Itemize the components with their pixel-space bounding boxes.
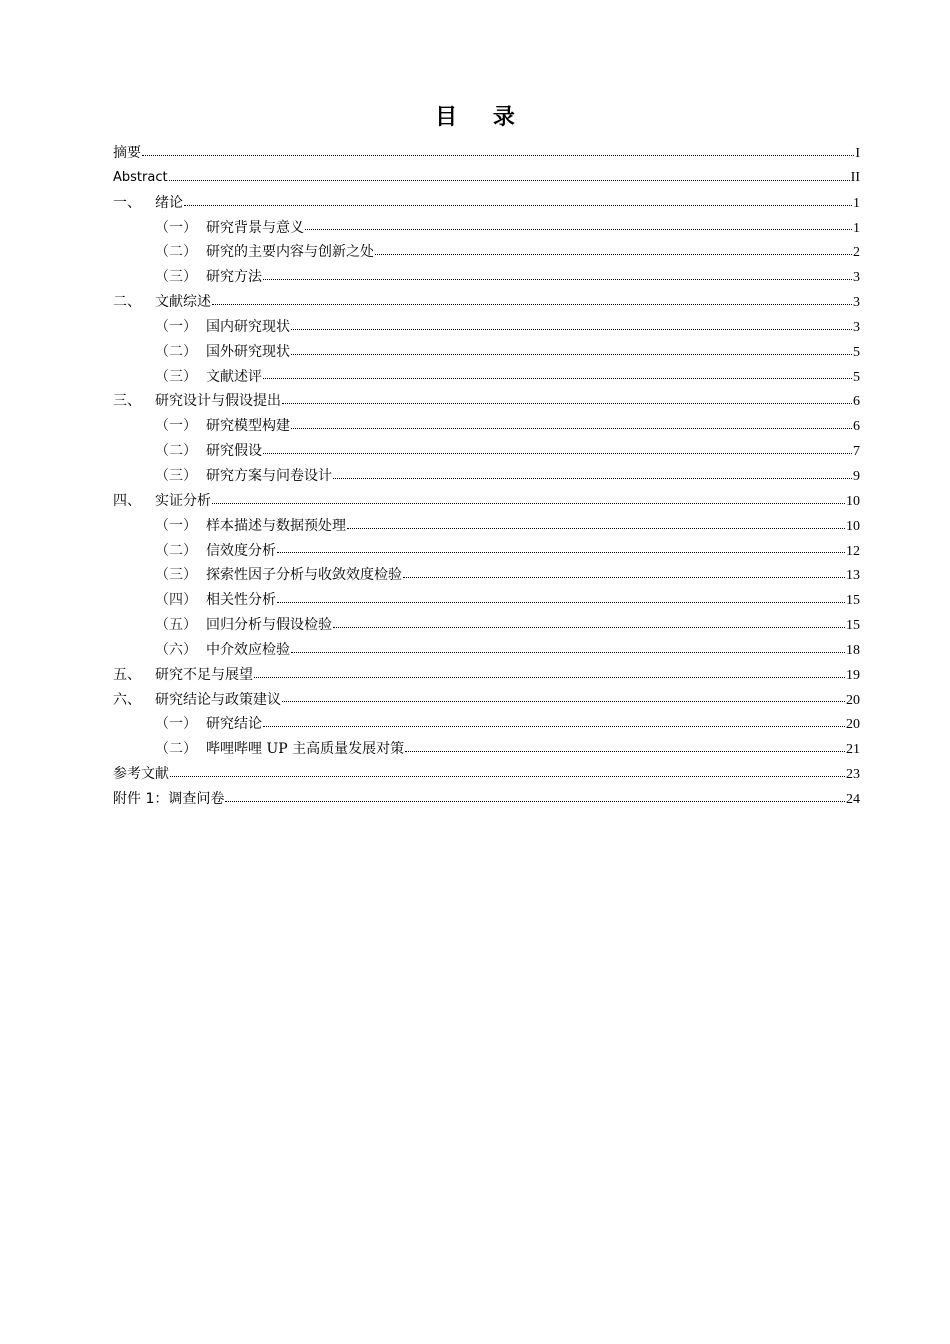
toc-page-number: 20 <box>846 717 860 733</box>
toc-page-number: I <box>855 146 860 161</box>
dot-leader <box>282 700 845 702</box>
toc-entry-number: （一） <box>155 418 197 435</box>
dot-leader <box>333 626 845 628</box>
toc-page-number: 19 <box>846 667 860 683</box>
dot-leader <box>212 303 852 305</box>
toc-section-entry[interactable] <box>113 216 860 241</box>
toc-entry-label: 哔哩哔哩 UP 主高质量发展对策 <box>206 741 405 758</box>
toc-page-number: II <box>850 169 860 185</box>
toc-section-entry[interactable] <box>113 563 860 588</box>
toc-section-entry[interactable] <box>113 712 860 737</box>
toc-entry-label: 绪论 <box>155 194 183 211</box>
dot-leader <box>347 527 845 529</box>
toc-page-number: 20 <box>846 692 860 708</box>
toc-entry-label: 摘要 <box>113 145 141 161</box>
toc-entry-label: 文献述评 <box>206 368 262 385</box>
toc-section-entry[interactable] <box>113 638 860 663</box>
dot-leader <box>263 377 852 379</box>
toc-page-number: 23 <box>846 767 860 783</box>
dot-leader <box>263 452 852 454</box>
toc-section-entry[interactable] <box>113 588 860 613</box>
toc-entry-label: 研究设计与假设提出 <box>155 393 281 410</box>
toc-page-number: 2 <box>853 245 860 261</box>
toc-page-number: 13 <box>846 568 860 584</box>
toc-entry-number: 三、 <box>113 393 141 410</box>
dot-leader <box>170 775 845 777</box>
toc-entry-label: 研究方案与问卷设计 <box>206 467 332 484</box>
toc-page-number: 7 <box>853 444 860 460</box>
toc-page-number: 9 <box>853 468 860 484</box>
toc-entry-number: （一） <box>155 219 197 236</box>
dot-leader <box>263 725 845 727</box>
toc-section-entry[interactable] <box>113 514 860 539</box>
dot-leader <box>277 601 845 603</box>
toc-section-entry[interactable] <box>113 240 860 265</box>
toc-entry-number: （六） <box>155 641 197 658</box>
dot-leader <box>375 253 852 255</box>
toc-section-entry[interactable] <box>113 539 860 564</box>
toc-entry-number: 四、 <box>113 492 141 509</box>
dot-leader <box>225 800 845 802</box>
toc-entry-number: （三） <box>155 368 197 385</box>
dot-leader <box>403 576 845 578</box>
toc-entry-label: 研究方法 <box>206 269 262 286</box>
toc-page-number: 18 <box>846 642 860 658</box>
toc-page-number: 3 <box>853 295 860 311</box>
toc-entry-number: （四） <box>155 592 197 609</box>
toc-page-number: 1 <box>853 195 860 211</box>
toc-entry-label: 样本描述与数据预处理 <box>206 517 346 534</box>
toc-entry-number: （一） <box>155 716 197 733</box>
toc-chapter-entry[interactable] <box>113 787 860 812</box>
toc-entry-label: Abstract <box>113 169 168 185</box>
toc-chapter-entry[interactable] <box>113 191 860 216</box>
toc-entry-label: 附件 1：调查问卷 <box>113 790 225 807</box>
toc-page-number: 1 <box>853 220 860 236</box>
toc-page-number: 3 <box>853 270 860 286</box>
toc-chapter-entry[interactable] <box>113 762 860 787</box>
toc-chapter-entry[interactable] <box>113 389 860 414</box>
toc-entry-label: 研究的主要内容与创新之处 <box>206 244 374 261</box>
toc-entry-label: 探索性因子分析与收敛效度检验 <box>206 567 402 584</box>
toc-entry-number: （二） <box>155 343 197 360</box>
toc-entry-number: （三） <box>155 269 197 286</box>
toc-entry-number: （一） <box>155 517 197 534</box>
toc-entry-label: 信效度分析 <box>206 542 276 559</box>
toc-entry-number: （二） <box>155 741 197 758</box>
dot-leader <box>291 427 852 429</box>
dot-leader <box>282 402 852 404</box>
table-of-contents <box>113 141 860 812</box>
dot-leader <box>212 502 845 504</box>
dot-leader <box>291 651 845 653</box>
toc-entry-label: 国内研究现状 <box>206 318 290 335</box>
dot-leader <box>305 228 852 230</box>
dot-leader <box>333 477 852 479</box>
toc-entry-number: （三） <box>155 567 197 584</box>
dot-leader <box>254 676 845 678</box>
dot-leader <box>142 154 854 156</box>
toc-entry-label: 研究假设 <box>206 443 262 460</box>
toc-page-number: 24 <box>846 791 860 807</box>
toc-entry-number: 一、 <box>113 194 141 211</box>
toc-section-entry[interactable] <box>113 265 860 290</box>
toc-entry-label: 回归分析与假设检验 <box>206 617 332 634</box>
toc-chapter-entry[interactable] <box>113 663 860 688</box>
toc-section-entry[interactable] <box>113 613 860 638</box>
toc-entry-label: 相关性分析 <box>206 592 276 609</box>
toc-entry-label: 中介效应检验 <box>206 641 290 658</box>
dot-leader <box>169 179 850 181</box>
toc-entry-number: 六、 <box>113 691 141 708</box>
toc-chapter-entry[interactable] <box>113 489 860 514</box>
toc-page-number: 6 <box>853 394 860 410</box>
toc-entry-label: 研究不足与展望 <box>155 666 253 683</box>
toc-section-entry[interactable] <box>113 340 860 365</box>
toc-page-number: 12 <box>846 543 860 559</box>
toc-entry-label: 文献综述 <box>155 294 211 311</box>
toc-entry-label: 国外研究现状 <box>206 343 290 360</box>
toc-page-number: 15 <box>846 618 860 634</box>
toc-entry-number: （一） <box>155 318 197 335</box>
dot-leader <box>291 328 852 330</box>
page-title: 目 录 <box>435 105 529 130</box>
toc-page-number: 6 <box>853 419 860 435</box>
toc-entry-label: 实证分析 <box>155 492 211 509</box>
toc-chapter-entry[interactable] <box>113 290 860 315</box>
toc-page-number: 10 <box>846 518 860 534</box>
toc-page-number: 10 <box>846 493 860 509</box>
toc-page-number: 15 <box>846 593 860 609</box>
toc-entry-label: 研究结论与政策建议 <box>155 691 281 708</box>
dot-leader <box>277 551 845 553</box>
toc-section-entry[interactable] <box>113 464 860 489</box>
toc-page-number: 5 <box>853 344 860 360</box>
toc-page-number: 5 <box>853 369 860 385</box>
toc-page-number: 3 <box>853 319 860 335</box>
toc-section-entry[interactable] <box>113 365 860 390</box>
toc-section-entry[interactable] <box>113 315 860 340</box>
toc-section-entry[interactable] <box>113 414 860 439</box>
toc-entry-label: 研究结论 <box>206 716 262 733</box>
toc-entry-label: 参考文献 <box>113 766 169 783</box>
toc-chapter-entry[interactable] <box>113 688 860 713</box>
dot-leader <box>263 278 852 280</box>
toc-entry-number: （二） <box>155 542 197 559</box>
toc-section-entry[interactable] <box>113 737 860 762</box>
toc-page-number: 21 <box>846 742 860 758</box>
dot-leader <box>184 204 852 206</box>
toc-entry-number: （二） <box>155 244 197 261</box>
toc-entry-label: 研究背景与意义 <box>206 219 304 236</box>
toc-entry-number: 二、 <box>113 294 141 311</box>
dot-leader <box>291 353 852 355</box>
toc-chapter-entry[interactable] <box>113 141 860 166</box>
toc-entry-number: 五、 <box>113 666 141 683</box>
toc-entry-number: （五） <box>155 617 197 634</box>
toc-entry-number: （二） <box>155 443 197 460</box>
toc-entry-label: 研究模型构建 <box>206 418 290 435</box>
toc-chapter-entry[interactable] <box>113 166 860 191</box>
toc-section-entry[interactable] <box>113 439 860 464</box>
toc-entry-number: （三） <box>155 467 197 484</box>
dot-leader <box>405 750 845 752</box>
